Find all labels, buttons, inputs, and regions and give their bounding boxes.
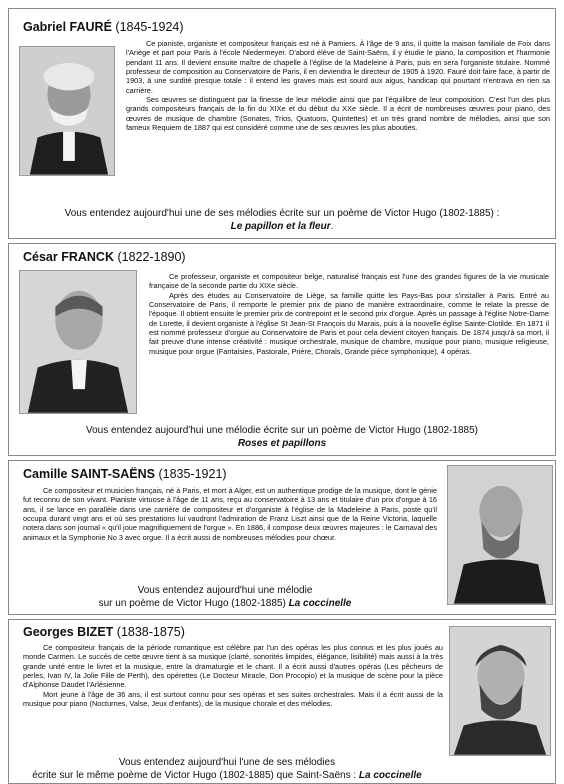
composer-years: (1845-1924) [115,20,184,34]
composer-years: (1822-1890) [117,250,186,264]
portrait-saint-saens-image [448,466,552,604]
song-title: Le papillon et la fleur [230,220,331,232]
composer-card-franck [8,243,556,456]
composer-title-saint-saens [23,467,227,482]
composer-bio-faure [126,39,550,132]
caption-line: Vous entendez aujourd'hui l'une de ses mélodies [118,757,336,768]
portrait-bizet-image [450,627,550,755]
bio-paragraph: Ce compositeur et musicien français, né à Paris, et mort à Alger, est un authentique prodige de la musique, dont le génie fut reconnu de son vivant. Pianiste virtuose à l'âge de 11 ans, reçu au conservatoire à 13 ans et titulaire d'un prix d'orgue à 16 ans, il se lance en parallèle dans une carrière de compositeur et d'organiste à l'église de la Madeleine à Paris, poste qu'il occupa durant vingt ans et où ses prestations lui vaudront l'admiration de Franz Liszt ainsi que de la Reine Victoria, laquelle notera dans son journal « qu'il joue magnifiquement de l'orgue ». En 1886, il compose deux œuvres majeures : le Carnaval des animaux et la Symphonie No 3 avec orgue. Il a écrit aussi de nombreuses mélodies pour chœur. [23,486,437,542]
listening-caption-franck [9,425,555,450]
caption-line: Vous entendez aujourd'hui une mélodie écrite sur un poème de Victor Hugo (1802-1885) [86,425,478,436]
portrait-saint-saens [447,465,553,605]
caption-line-prefix: sur un poème de Victor Hugo (1802-1885) [98,597,286,609]
song-title: Roses et papillons [237,437,327,449]
composer-bio-saint-saens [23,486,437,542]
portrait-franck-image [20,271,136,413]
portrait-franck [19,270,137,414]
portrait-bizet [449,626,551,756]
composer-years: (1835-1921) [158,467,227,481]
song-title: La coccinelle [358,769,422,781]
caption-line: Vous entendez aujourd'hui une de ses mélodies écrite sur un poème de Victor Hugo (1802-1885) : [64,208,500,219]
composer-title-faure [23,20,184,35]
composer-name: Gabriel FAURÉ [23,20,112,34]
composer-bio-franck [149,272,549,356]
portrait-faure-image [20,47,114,175]
song-suffix: . [330,220,334,232]
composer-years: (1838-1875) [116,625,185,639]
listening-caption-saint-saens [9,585,441,610]
portrait-faure [19,46,115,176]
listening-caption-bizet [9,757,445,782]
bio-paragraph: Ses œuvres se distinguent par la finesse de leur mélodie ainsi que par l'équilibre de leur composition. C'est l'un des plus grands compositeurs français de la fin du XIXe et du début du XXe siècle. Il a écrit de nombreuses œuvres pour piano, des œuvres de musique de chambre (Sonates, Trios, Quatuors, Quintettes) et un très grand nombre de mélodies, ainsi que son fameux Requiem de 1887 qui est considéré comme une de ses œuvres les plus abouties. [126,95,550,133]
composer-name: Camille SAINT-SAËNS [23,467,155,481]
bio-paragraph: Mort jeune à l'âge de 36 ans, il est surtout connu pour ses opéras et ses suites orchestrales. Mais il a écrit aussi de la musique pour piano (Nocturnes, Valse, Jeux d'enfants), de la musique chorale et des mélodies. [23,689,443,709]
bio-paragraph: Ce pianiste, organiste et compositeur français est né à Pamiers. À l'âge de 9 ans, il quitte la maison familiale de Foix dans l'Ariège et part pour Paris à l'école Niedermeyer. D'abord élève de Saint-Saëns, il y étudie le piano, la composition et l'harmonie pendant 11 ans. Il devient ensuite maître de chapelle à l'église de la Madeleine à Paris, puis en sera l'organiste titulaire. Nommé professeur de composition au Conservatoire de Paris, il en deviendra le directeur de 1905 à 1920. Fauré doit faire face, à partir de 1903, à une surdité presque totale : il entend les graves mais est sourd aux aigus, handicap qui pourtant n'entrava en rien sa carrière. [126,39,550,95]
caption-line: Vous entendez aujourd'hui une mélodie [137,585,313,596]
composer-bio-bizet [23,643,443,708]
song-title: La coccinelle [288,597,352,609]
composer-name: César FRANCK [23,250,114,264]
bio-paragraph: Ce professeur, organiste et compositeur belge, naturalisé français est l'une des grandes figures de la vie musicale française de la seconde partie du XIXe siècle. [149,272,549,291]
listening-caption-faure [9,208,555,233]
composer-title-franck [23,250,186,265]
composer-title-bizet [23,625,185,640]
composer-card-saint-saens [8,460,556,615]
caption-line-prefix: écrite sur le même poème de Victor Hugo (1802-1885) que Saint-Saëns : [32,769,357,781]
composer-card-faure [8,8,556,239]
composer-card-bizet [8,619,556,784]
bio-paragraph: Après des études au Conservatoire de Liège, sa famille quitte les Pays-Bas pour s'installer à Paris. Entré au Conservatoire de Paris, il remporte le premier prix de piano de manière extraordinaire, comme le relate la presse de l'époque. Il obtient ensuite le premier prix de contrepoint et le second prix d'orgue. Après un passage à l'église Notre-Dame de Lorette, il devient organiste à l'église St Jean-St François du Marais, puis à la nouvelle église Sainte-Clotilde. En 1871 il est nommé professeur d'orgue au Conservatoire de Paris et pour cela devient citoyen français. De 1874 jusqu'à sa mort, il fait preuve d'une intense créativité : musique orchestrale, musique de chambre, musique pour piano, musique religieuse, musique pour orgue (Fantaisies, Pastorale, Prière, Chorals, Grande pièce symphonique), 4 opéras. [149,290,549,356]
composer-name: Georges BIZET [23,625,114,639]
bio-paragraph: Ce compositeur français de la période romantique est célèbre par l'un des opéras les plus connus et les plus joués au monde Carmen. Le succès de cette œuvre tient à sa musique (clarté, sonorités limpides, élégance, lisibilité) mais aussi à la très grande unité entre le livret et la musique, entre la dramaturgie et le chant. Il a écrit aussi d'autres opéras (Les pêcheurs de perles, Ivan IV, la Jolie Fille de Perth), des opérettes (Le Docteur Miracle, Don Procopio) et la musique de scène pour la pièce d'Alphonse Daudet l'Arlésienne. [23,643,443,690]
